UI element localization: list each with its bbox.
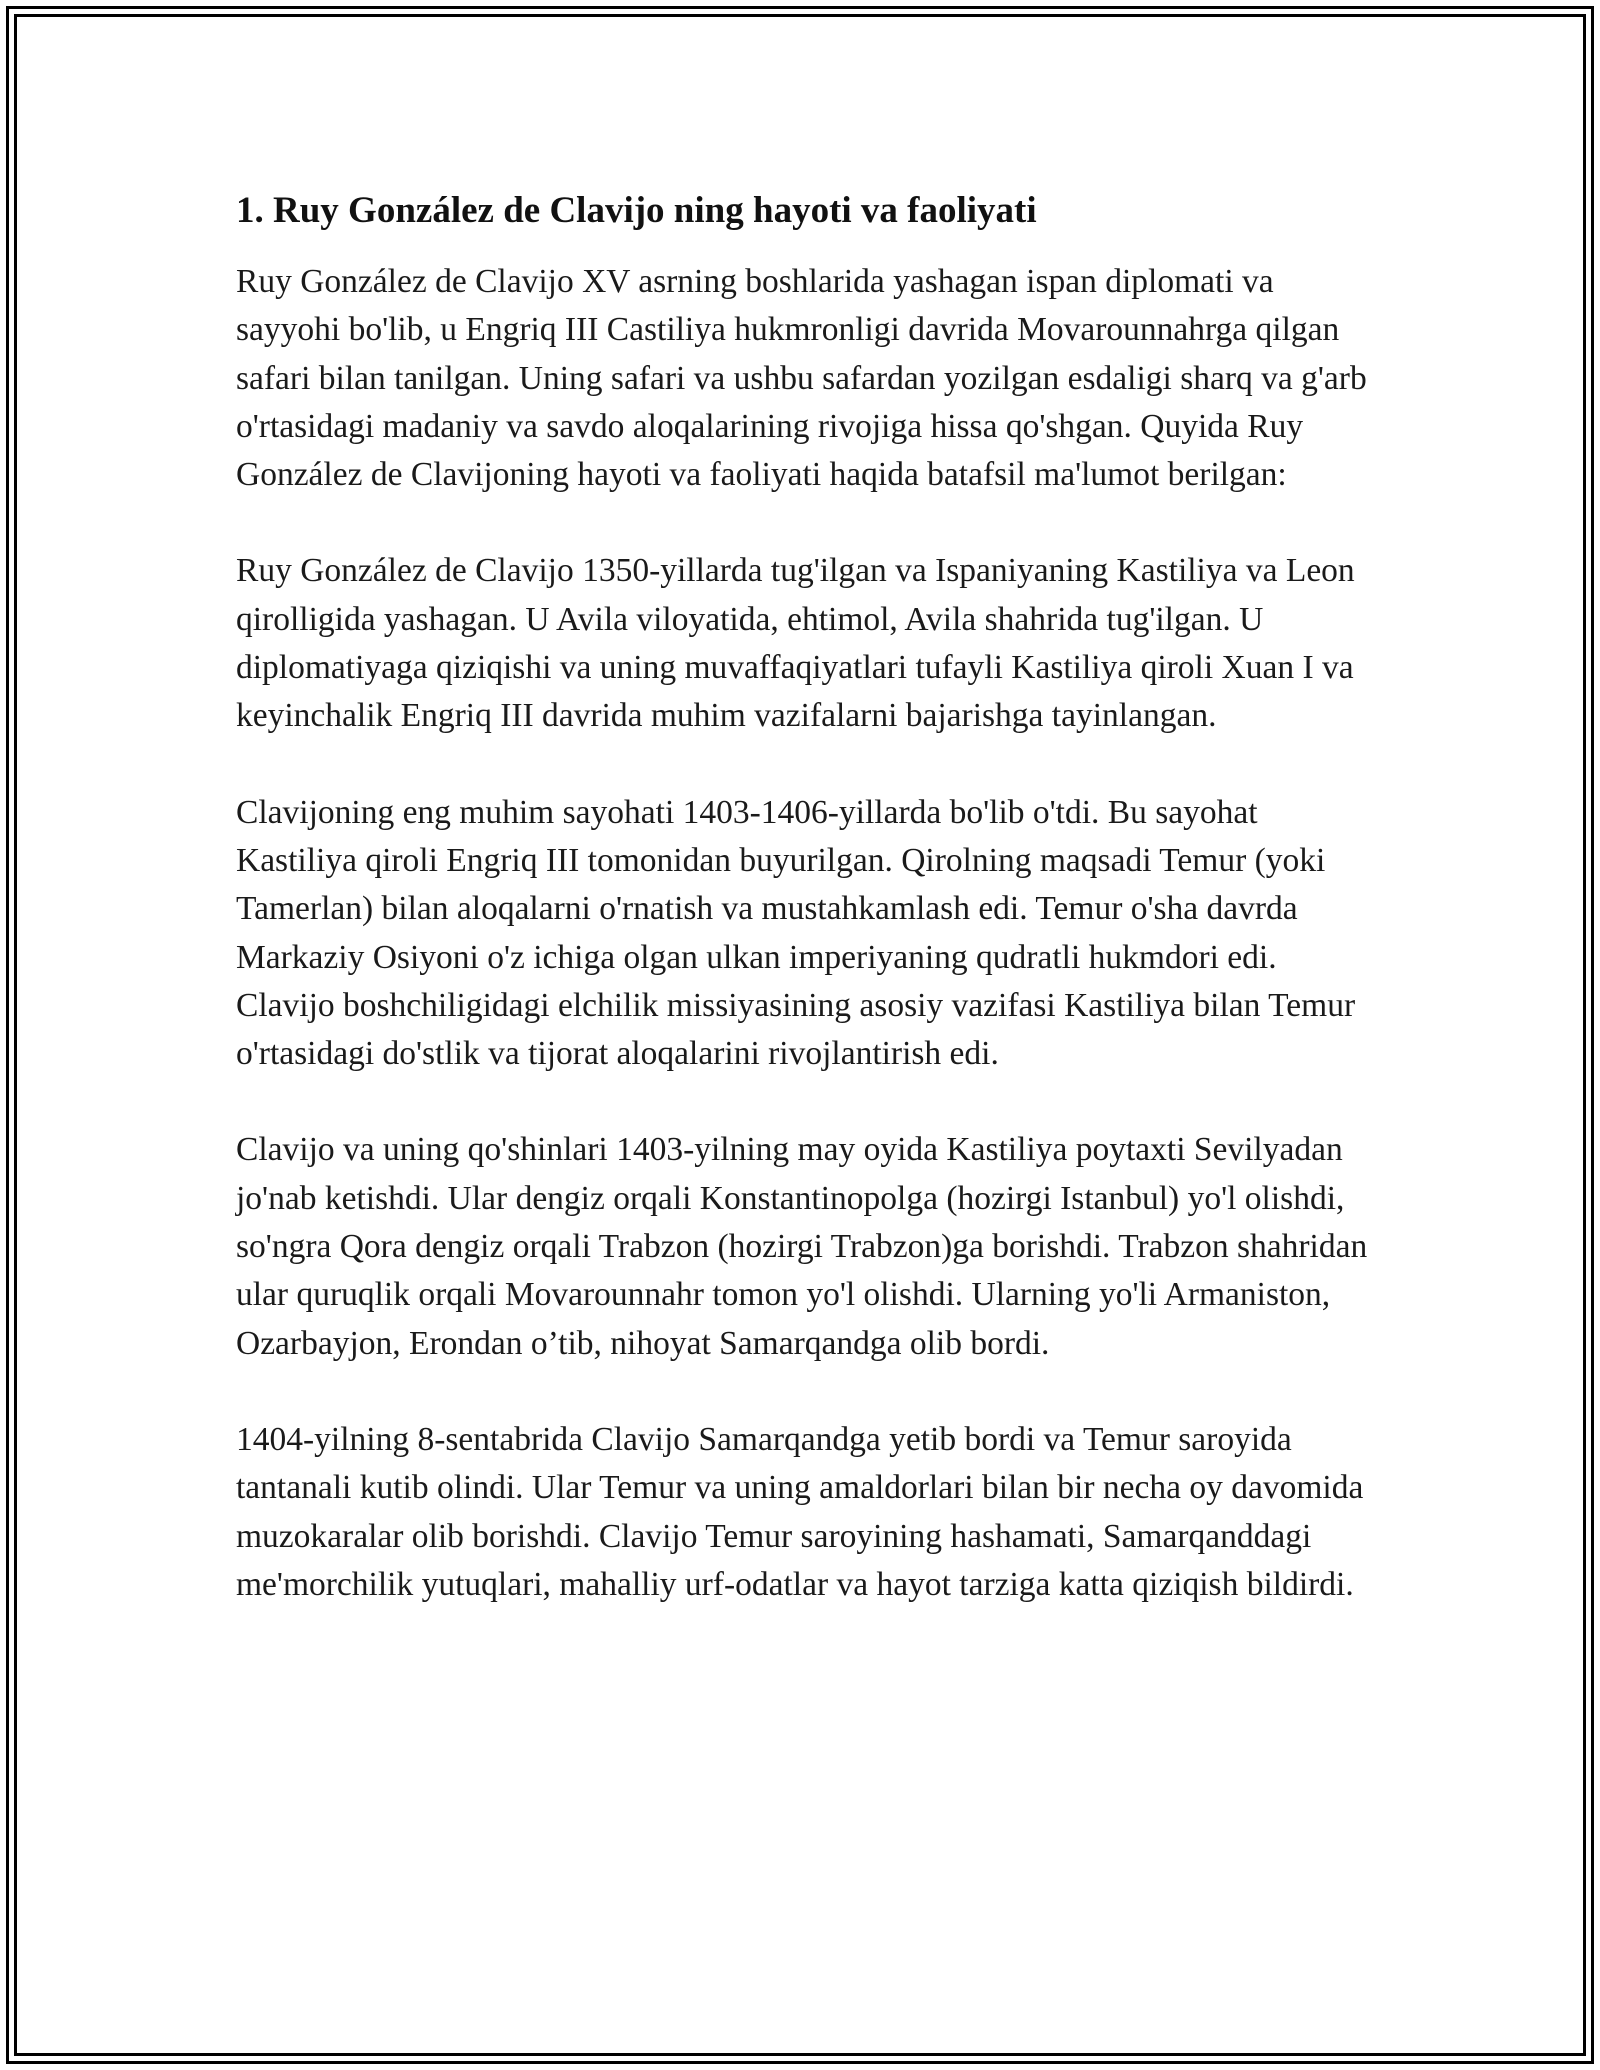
paragraph-samarkand: 1404-yilning 8-sentabrida Clavijo Samarqandga yetib bordi va Temur saroyida tantanali kutib olindi. Ular Temur va uning amaldorlari bilan bir necha oy davomida muzokaralar olib borishdi. Clavijo Temur saroyining hashamati, Samarqanddagi me'morchilik yutuqlari, mahalliy urf-odatlar va hayot tarziga katta qiziqish bildirdi. bbox=[236, 1420, 1364, 1603]
paragraph-journey: Clavijoning eng muhim sayohati 1403-1406-yillarda bo'lib o'tdi. Bu sayohat Kastiliya qiroli Engriq III tomonidan buyurilgan. Qirolning maqsadi Temur (yoki Tamerlan) bilan aloqalarni o'rnatish va mustahkamlash edi. Temur o'sha davrda Markaziy Osiyoni o'z ichiga olgan ulkan imperiyaning qudratli hukmdori edi. Clavijo boshchiligidagi elchilik missiyasining asosiy vazifasi Kastiliya bilan Temur o'rtasidagi do'stlik va tijorat aloqalarini rivojlantirish edi. bbox=[236, 793, 1356, 1073]
document-body bbox=[236, 186, 1370, 1657]
paragraph-intro: Ruy González de Clavijo XV asrning boshlarida yashagan ispan diplomati va sayyohi bo'lib, u Engriq III Castiliya hukmronligi davrida Movarounnahrga qilgan safari bilan tanilgan. Uning safari va ushbu safardan yozilgan esdaligi sharq va g'arb o'rtasidagi madaniy va savdo aloqalarining rivojiga hissa qo'shgan. Quyida Ruy González de Clavijoning hayoti va faoliyati haqida batafsil ma'lumot berilgan: bbox=[236, 263, 1367, 494]
section-heading: 1. Ruy González de Clavijo ning hayoti va faoliyati bbox=[236, 190, 1037, 231]
paragraph-route: Clavijo va uning qo'shinlari 1403-yilning may oyida Kastiliya poytaxti Sevilyadan jo'nab ketishdi. Ular dengiz orqali Konstantinopolga (hozirgi Istanbul) yo'l olishdi, so'ngra Qora dengiz orqali Trabzon (hozirgi Trabzon)ga borishdi. Trabzon shahridan ular quruqlik orqali Movarounnahr tomon yo'l olishdi. Ularning yo'li Armaniston, Ozarbayjon, Erondan o’tib, nihoyat Samarqandga olib bordi. bbox=[236, 1131, 1368, 1362]
paragraph-birth: Ruy González de Clavijo 1350-yillarda tug'ilgan va Ispaniyaning Kastiliya va Leon qirolligida yashagan. U Avila viloyatida, ehtimol, Avila shahrida tug'ilgan. U diplomatiyaga qiziqishi va uning muvaffaqiyatlari tufayli Kastiliya qiroli Xuan I va keyinchalik Engriq III davrida muhim vazifalarni bajarishga tayinlangan. bbox=[236, 552, 1355, 735]
